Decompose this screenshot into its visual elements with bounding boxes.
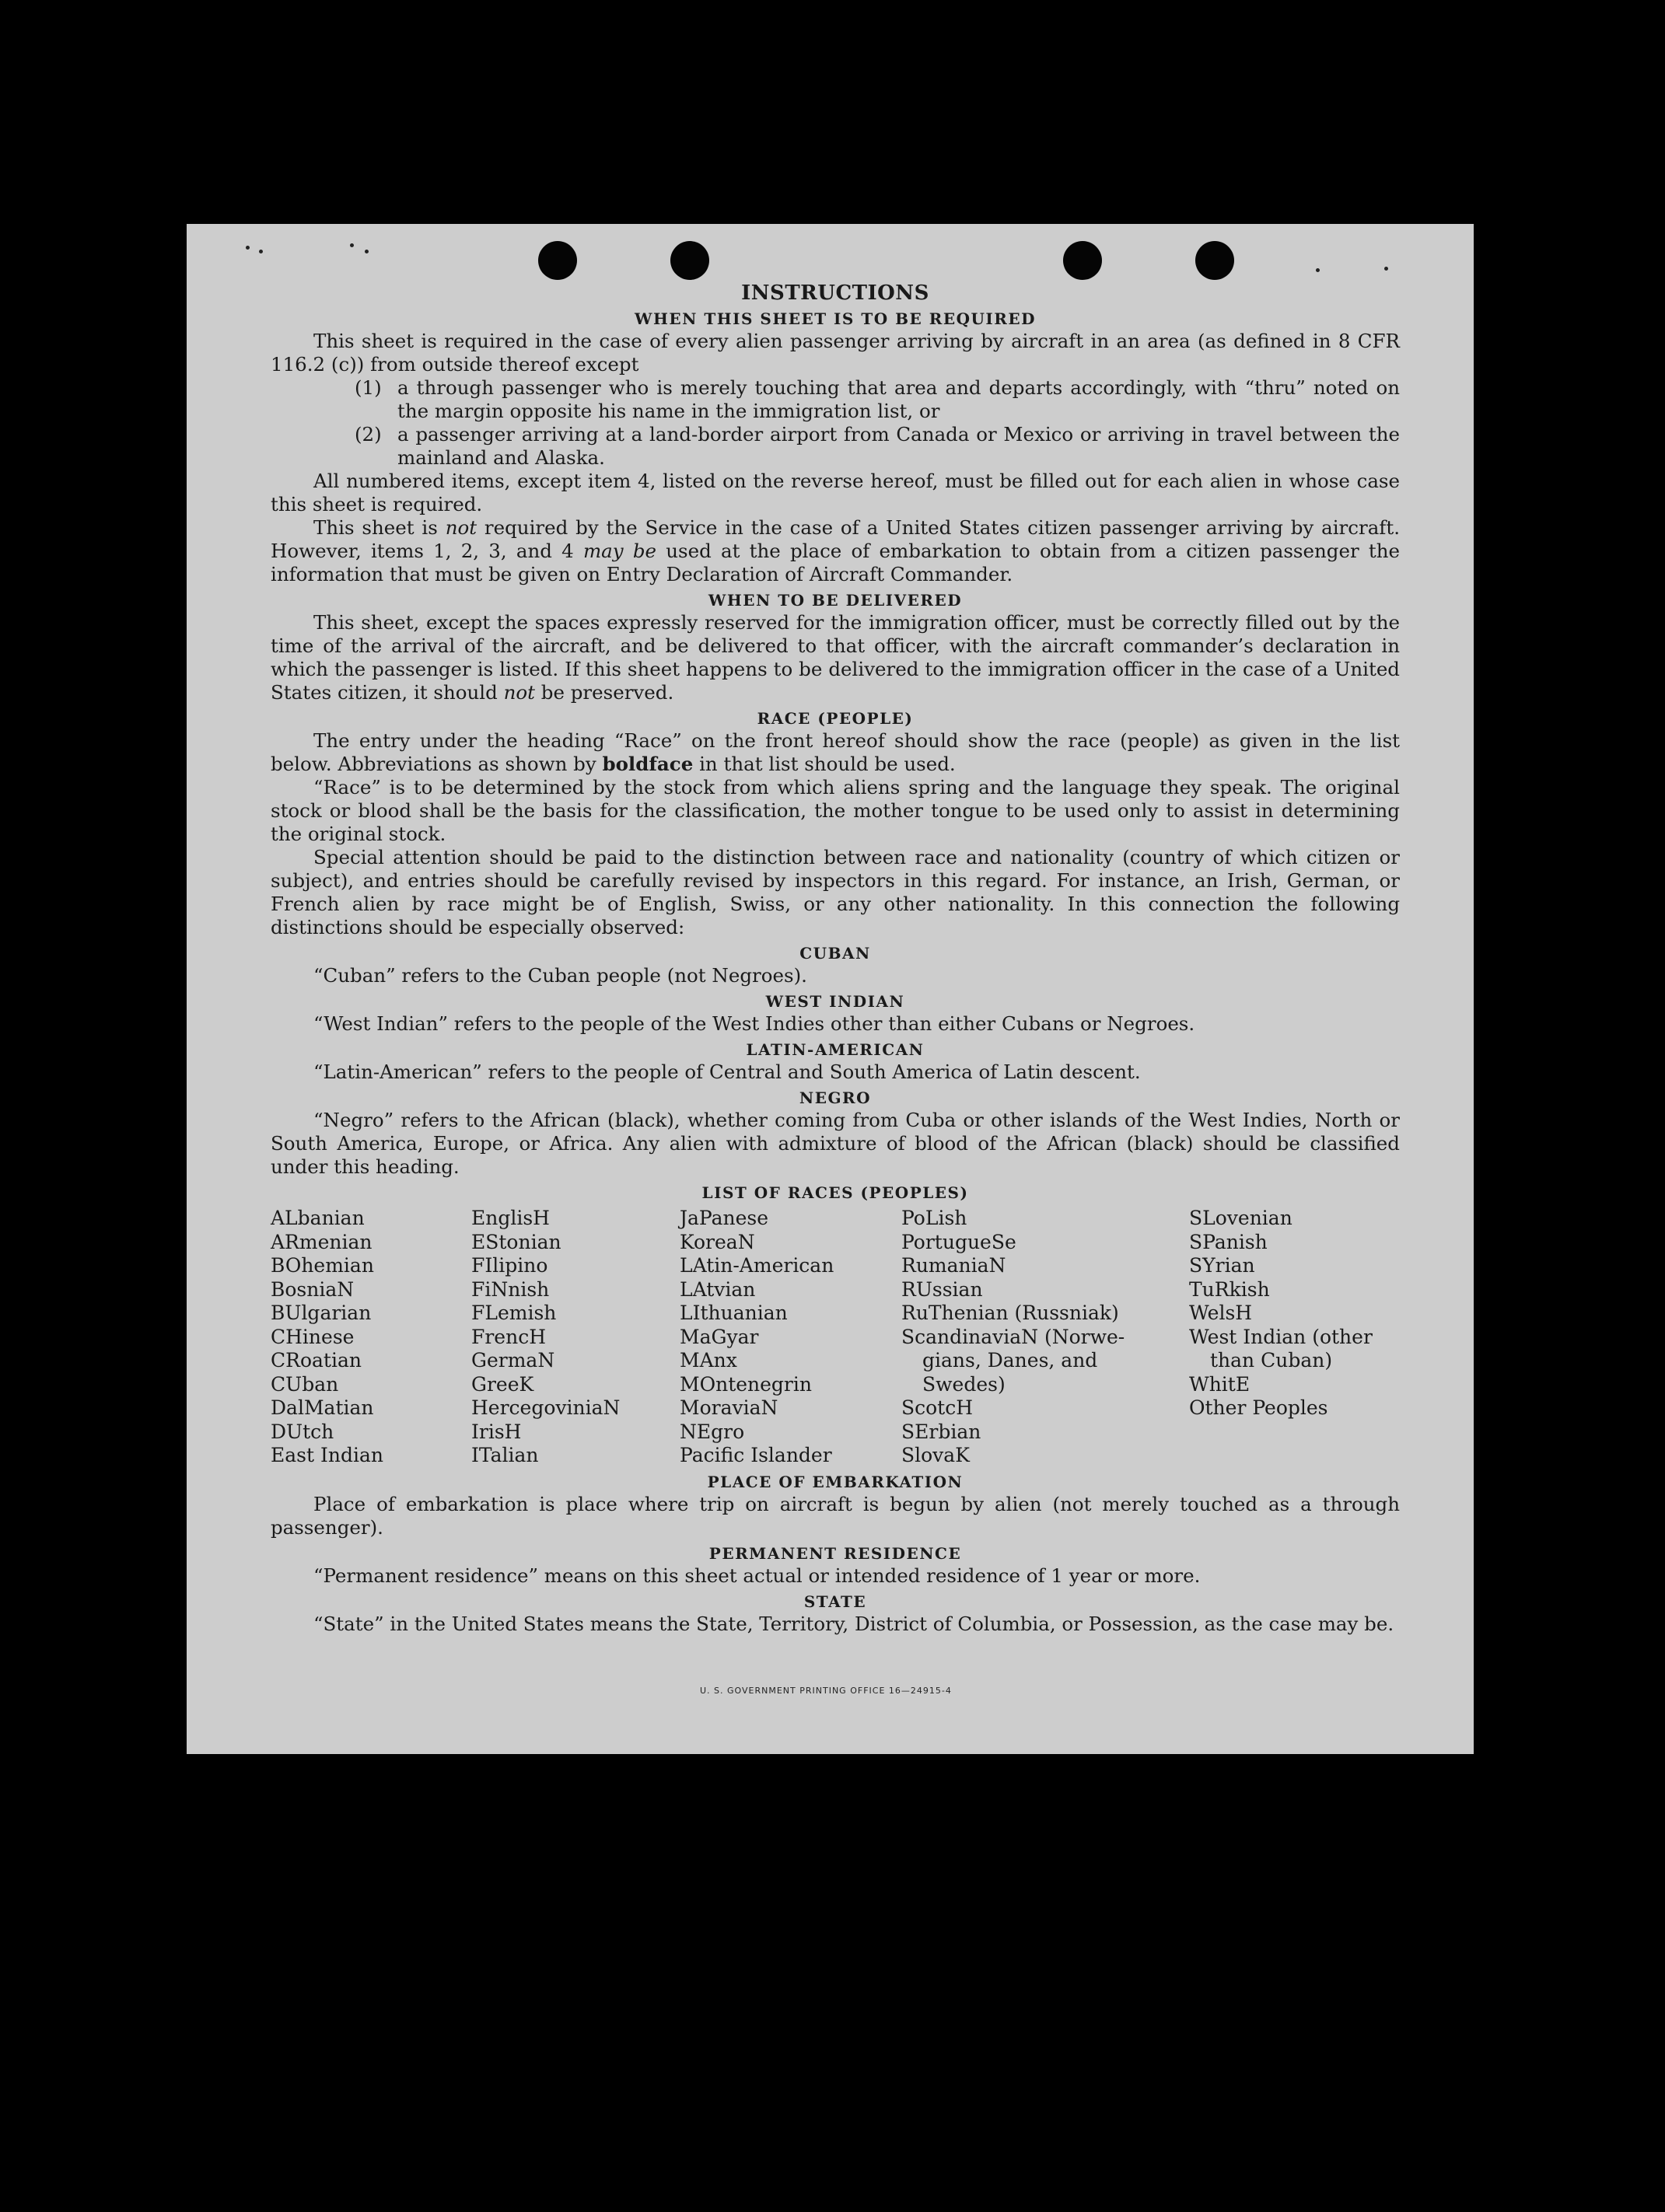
paragraph: “State” in the United States means the State, Territory, District of Columbia, or Possession, as the case may be. [313,1612,1394,1635]
race-entry: ARmenian [271,1230,373,1253]
race-entry: MOntenegrin [680,1372,812,1396]
race-entry: TuRkish [1189,1277,1270,1301]
heading-race: RACE (PEOPLE) [757,709,914,728]
race-entry: ScotcH [901,1396,974,1419]
heading-when-required: WHEN THIS SHEET IS TO BE REQUIRED [635,309,1036,328]
race-entry: CRoatian [271,1349,362,1372]
race-column [471,1207,680,1468]
race-entry: SErbian [901,1420,981,1443]
race-entry: FiNnish [471,1277,550,1301]
race-entry: SPanish [1189,1230,1268,1253]
race-entry: SlovaK [901,1444,970,1466]
speck [365,250,369,253]
bold-text: boldface [602,753,694,775]
race-entry: FLemish [471,1302,557,1324]
race-column [271,1207,471,1468]
race-entry: ScandinaviaN (Norwe- [901,1325,1125,1348]
heading-state: STATE [803,1592,867,1611]
race-entry: CHinese [271,1325,355,1348]
race-entry: GermaN [471,1349,555,1372]
speck [259,250,263,253]
race-entry: ITalian [471,1444,539,1466]
race-entry: EnglisH [471,1207,550,1229]
paragraph: “Negro” refers to the African (black), whether coming from Cuba or other islands of the West Indies, North or South America, Europe, or Africa. Any alien with admixture of blood of the African (black) should be classified under this heading. [271,1109,1400,1178]
paragraph: All numbered items, except item 4, listed on the reverse hereof, must be filled out for each alien in whose case this sheet is required. [271,470,1400,515]
speck [246,246,250,250]
punch-hole-2 [670,241,709,280]
paragraph: “Cuban” refers to the Cuban people (not Negroes). [313,964,807,987]
race-entry: RUssian [901,1277,983,1301]
item-text: a passenger arriving at a land-border airport from Canada or Mexico or arriving in travel between the mainland and Alaska. [397,423,1400,469]
paragraph: “West Indian” refers to the people of the West Indies other than either Cubans or Negroes. [313,1012,1195,1035]
race-entry: MaGyar [680,1325,759,1348]
race-entry: MAnx [680,1349,737,1372]
race-entry: EStonian [471,1230,561,1253]
item-number: (2) [355,423,382,446]
text-run: used at the place of embarkation to obtain from a citizen passenger the information that must be given on Entry Declaration of Aircraft Commander. [271,540,1400,585]
paragraph: Place of embarkation is place where trip on aircraft is begun by alien (not merely touched as a through passenger). [271,1492,1400,1539]
race-entry: NEgro [680,1420,745,1443]
race-entry: Pacific Islander [680,1444,832,1466]
race-column [680,1207,901,1468]
race-entry: PoLish [901,1207,967,1229]
race-list [271,1207,1400,1468]
heading-cuban: CUBAN [799,944,871,963]
page-title: INSTRUCTIONS [741,281,929,305]
paragraph [271,516,1400,586]
list-item [271,376,1400,423]
speck [1384,267,1388,271]
paragraph [271,611,1400,704]
race-entry: ALbanian [271,1207,365,1229]
punch-hole-3 [1063,241,1102,280]
race-entry: LAtin-American [680,1254,834,1277]
race-entry: GreeK [471,1372,534,1396]
race-entry: BosniaN [271,1277,355,1301]
paragraph: “Race” is to be determined by the stock from which aliens spring and the language they speak. The original stock or blood shall be the basis for the classification, the mother tongue to be used only to assist in determining the original stock. [271,776,1400,845]
item-text: a through passenger who is merely touching that area and departs accordingly, with “thru” noted on the margin opposite his name in the immigration list, or [397,376,1400,422]
race-entry: DUtch [271,1420,334,1443]
race-column [901,1207,1189,1468]
emphasis: not [445,516,477,539]
race-entry: FrencH [471,1325,546,1348]
race-entry-continued: gians, Danes, and [922,1349,1098,1372]
text-run: required by the Service in the case of a United States citizen passenger arriving by aircraft. However, items 1, 2, 3, and 4 [271,516,1401,562]
heading-permanent-residence: PERMANENT RESIDENCE [708,1543,962,1563]
punch-hole-1 [538,241,577,280]
heading-list-of-races: LIST OF RACES (PEOPLES) [701,1183,969,1202]
heading-negro: NEGRO [799,1089,872,1107]
heading-when-delivered: WHEN TO BE DELIVERED [708,591,963,610]
race-entry: DalMatian [271,1396,374,1419]
race-column [1189,1207,1400,1468]
race-entry: SLovenian [1189,1207,1292,1229]
text-run: be preserved. [534,681,674,704]
race-entry: IrisH [471,1420,522,1443]
paragraph: Special attention should be paid to the distinction between race and nationality (country of which citizen or subject), and entries should be carefully revised by inspectors in this regard. For instance, an Irish, German, or French alien by race might be of English, Swiss, or any other nationality. In this connection the following distinctions should be especially observed: [271,846,1400,938]
paragraph [271,729,1400,776]
race-entry: WelsH [1189,1302,1253,1324]
race-entry: LIthuanian [680,1302,788,1324]
speck [350,243,354,247]
list-item [271,423,1400,470]
text-run: in that list should be used. [693,753,956,775]
race-entry: HercegoviniaN [471,1396,621,1419]
race-entry: RumaniaN [901,1254,1006,1277]
instructions-body [271,281,1400,1636]
text-run: The entry under the heading “Race” on the front hereof should show the race (people) as given in the list below. Abbreviations as shown by [271,729,1400,775]
race-entry: WhitE [1189,1372,1250,1396]
race-entry: BUlgarian [271,1302,372,1324]
race-entry: KoreaN [680,1230,755,1253]
printing-office-note: U. S. GOVERNMENT PRINTING OFFICE 16—24915-4 [700,1686,952,1696]
text-run: This sheet is [313,516,446,539]
race-entry: BOhemian [271,1254,374,1277]
race-entry: FIlipino [471,1254,548,1277]
speck [1316,268,1320,272]
paragraph: “Latin-American” refers to the people of Central and South America of Latin descent. [313,1061,1141,1083]
document-page [187,224,1474,1754]
paragraph: “Permanent residence” means on this sheet actual or intended residence of 1 year or more. [313,1564,1201,1587]
emphasis: not [503,681,535,704]
item-number: (1) [355,376,382,399]
race-entry: Other Peoples [1189,1396,1328,1419]
race-entry: RuThenian (Russniak) [901,1302,1119,1324]
race-entry: East Indian [271,1444,383,1466]
text-run: This sheet, except the spaces expressly reserved for the immigration officer, must be correctly filled out by the time of the arrival of the aircraft, and be delivered to that officer, with the aircraft commander’s declaration in which the passenger is listed. If this sheet happens to be delivered to the immigration officer in the case of a United States citizen, it should [271,611,1400,704]
race-entry-continued: Swedes) [922,1372,1006,1396]
race-entry: LAtvian [680,1277,756,1301]
heading-place-of-embarkation: PLACE OF EMBARKATION [707,1472,964,1491]
race-entry-continued: than Cuban) [1210,1349,1333,1372]
race-entry: PortugueSe [901,1230,1016,1253]
race-entry: West Indian (other [1189,1325,1373,1348]
heading-west-indian: WEST INDIAN [765,992,905,1011]
race-entry: CUban [271,1372,339,1396]
race-entry: MoraviaN [680,1396,778,1419]
emphasis: may be [582,540,657,562]
paragraph: This sheet is required in the case of every alien passenger arriving by aircraft in an area (as defined in 8 CFR 116.2 (c)) from outside thereof except [271,330,1400,376]
heading-latin-american: LATIN-AMERICAN [746,1040,925,1059]
race-entry: SYrian [1189,1254,1255,1277]
race-entry: JaPanese [680,1207,769,1229]
punch-hole-4 [1195,241,1234,280]
